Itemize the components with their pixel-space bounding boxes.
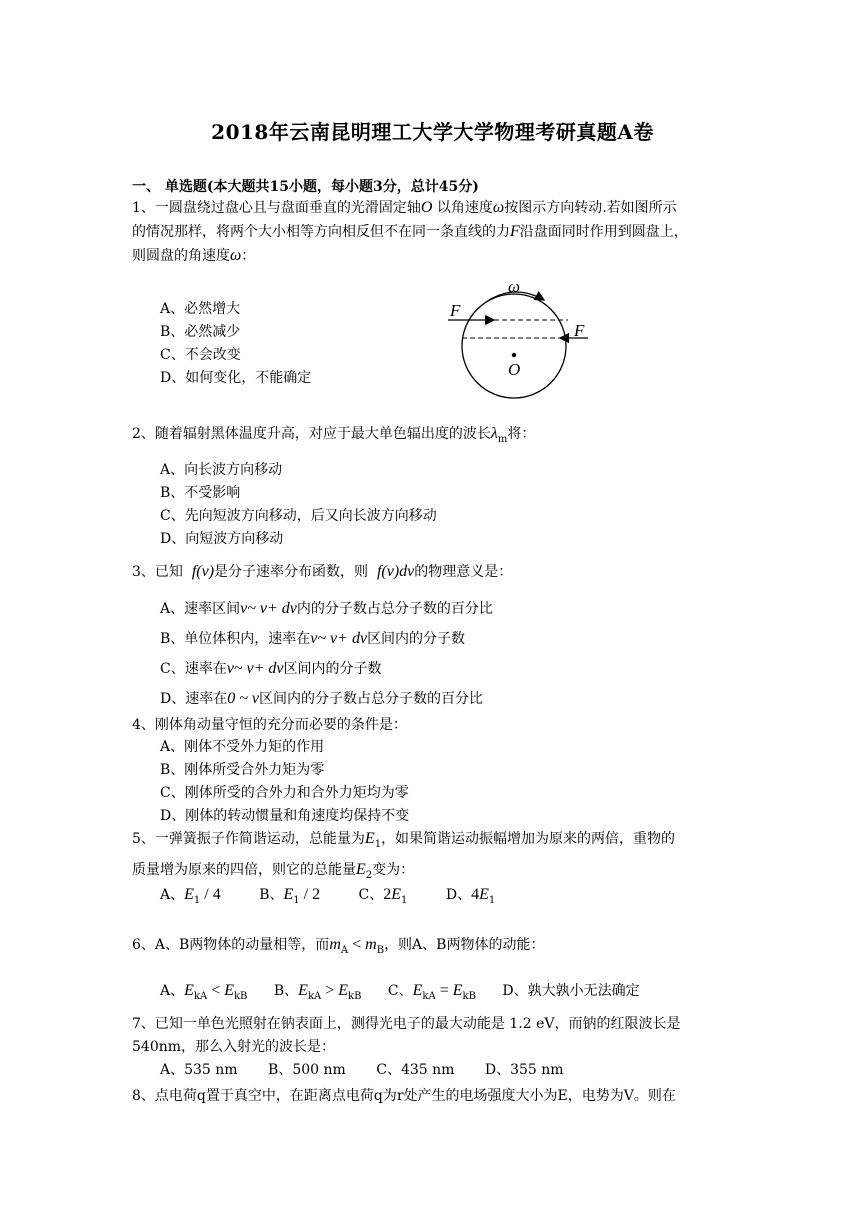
q3-text-b: 是分子速率分布函数，则 xyxy=(214,564,369,580)
q5-option-d xyxy=(446,884,495,906)
q3-opt-a-2: 内的分子数占总分子数的百分比 xyxy=(296,601,493,617)
q6-text-a: 6、A、B两物体的动量相等，而 xyxy=(132,937,330,953)
q1-option-c: C、不会改变 xyxy=(160,347,241,363)
q6-opt-b-l: E xyxy=(298,982,308,999)
q5-opt-a-tail: / 4 xyxy=(200,886,221,903)
q6-opt-c-op: = xyxy=(435,982,453,999)
q3-text-c: 的物理意义是： xyxy=(414,564,513,580)
q5-opt-b-sub: 1 xyxy=(293,894,300,906)
q1-axis: O xyxy=(420,199,433,216)
q4-option-a: A、刚体不受外力矩的作用 xyxy=(160,739,325,755)
q5-opt-d-pre: 4 xyxy=(471,886,480,903)
q7-option-c: C、435 nm xyxy=(376,1062,455,1078)
q3-option-b xyxy=(160,628,465,648)
q2-option-c: C、先向短波方向移动，后又向长波方向移动 xyxy=(160,508,437,524)
q6-opt-a-ls: kA xyxy=(193,990,208,1002)
page-title: 2018年云南昆明理工大学大学物理考研真题A卷 xyxy=(211,120,654,144)
q6-opt-b-r: E xyxy=(338,982,349,999)
q4-option-d: D、刚体的转动惯量和角速度均保持不变 xyxy=(160,808,410,824)
figure-f-right-label: F xyxy=(574,321,585,340)
center-dot xyxy=(512,353,516,357)
q5-opt-c-val: E xyxy=(391,886,402,903)
q7-option-a: A、535 nm xyxy=(160,1062,238,1078)
section-heading: 一、 单选题(本大题共15小题，每小题3分，总计45分) xyxy=(132,179,479,195)
q6-opt-c-label: C、 xyxy=(387,983,413,999)
q5-opt-a-label: A、 xyxy=(160,887,185,903)
q1-line2b: 沿盘面同时作用到圆盘上， xyxy=(519,224,688,240)
q6-option-a xyxy=(160,980,247,1002)
q6-opt-b-op: > xyxy=(321,982,339,999)
question-2-text xyxy=(132,423,535,445)
q6-opt-b-rs: kB xyxy=(348,990,362,1002)
q2-option-a: A、向长波方向移动 xyxy=(160,462,283,478)
q6-opt-c-l: E xyxy=(412,982,423,999)
figure-center-label: O xyxy=(508,360,521,379)
q6-opt-a-rs: kB xyxy=(234,990,248,1002)
q6-ma-sub: A xyxy=(340,944,349,956)
q6-opt-a-label: A、 xyxy=(160,983,185,999)
q6-option-c xyxy=(388,980,476,1002)
q3-range-a: v~ v+ dv xyxy=(240,600,297,617)
q5-option-c xyxy=(359,884,408,906)
q3-option-d xyxy=(160,688,483,708)
q4-option-b: B、刚体所受合外力矩为零 xyxy=(160,762,325,778)
question-7-line1: 7、已知一单色光照射在钠表面上，测得光电子的最大动能是 1.2 eV，而钠的红限波长是 xyxy=(132,1016,681,1032)
q6-opt-a-l: E xyxy=(184,982,194,999)
q7-options xyxy=(160,1059,598,1079)
q1-omega-2: ω xyxy=(230,247,242,264)
q3-opt-c-1: C、速率在 xyxy=(160,661,227,677)
q3-opt-d-1: D、速率在 xyxy=(160,691,228,707)
q3-range-c: v~ v+ dv xyxy=(226,660,284,677)
q6-opt-c-rs: kB xyxy=(462,990,476,1002)
q5-line1a: 5、一弹簧振子作简谐运动，总能量为 xyxy=(132,831,365,847)
q5-line2a: 质量增为原来的四倍，则它的总能量 xyxy=(132,861,356,878)
q3-fvdv: f(v)dv xyxy=(376,563,415,580)
q7-option-d: D、355 nm xyxy=(484,1062,564,1078)
q3-text-a: 3、已知 xyxy=(132,564,183,580)
q3-option-c xyxy=(160,658,381,678)
figure-omega-label: ω xyxy=(508,278,521,296)
question-4-text: 4、刚体角动量守恒的充分而必要的条件是： xyxy=(132,717,407,733)
question-3-text xyxy=(132,561,512,581)
q6-opt-c-r: E xyxy=(452,982,463,999)
q1-option-b: B、必然减少 xyxy=(160,324,241,340)
disk-circle xyxy=(462,294,566,398)
q1-option-a: A、必然增大 xyxy=(160,301,241,317)
q6-options xyxy=(160,980,674,1002)
q5-opt-c-pre: 2 xyxy=(383,886,392,903)
q2-text-b: 将： xyxy=(507,426,536,442)
q7-option-b: B、500 nm xyxy=(268,1062,346,1078)
q6-opt-a-op: < xyxy=(207,982,225,999)
question-5-text xyxy=(132,826,736,888)
q6-opt-b-label: B、 xyxy=(273,983,299,999)
q3-opt-b-1: B、单位体积内，速率在 xyxy=(160,631,311,647)
q6-option-d: D、孰大孰小无法确定 xyxy=(502,983,640,999)
q2-option-d: D、向短波方向移动 xyxy=(160,531,284,547)
q5-e2: E xyxy=(356,860,366,878)
figure-f-left-label: F xyxy=(450,301,461,320)
q5-opt-b-label: B、 xyxy=(259,887,284,903)
question-6-text xyxy=(132,934,544,956)
q6-text-b: ，则A、B两物体的动能： xyxy=(384,937,545,953)
q6-opt-c-ls: kA xyxy=(422,990,436,1002)
q5-opt-a-val: E xyxy=(184,886,194,903)
question-7-line2: 540nm，那么入射光的波长是： xyxy=(132,1039,336,1055)
q6-mb-sub: B xyxy=(376,944,385,956)
q3-opt-d-2: 区间内的分子数占总分子数的百分比 xyxy=(259,691,483,707)
q5-opt-b-tail: / 2 xyxy=(299,886,321,903)
q5-option-b xyxy=(259,884,320,906)
q5-opt-d-label: D、 xyxy=(445,887,472,903)
q2-lambda-sub: m xyxy=(497,433,508,445)
q1-line1c: 按图示方向转动.若如图所示 xyxy=(504,200,677,216)
q3-opt-a-1: A、速率区间 xyxy=(160,601,241,617)
q6-lt: < xyxy=(348,936,366,953)
question-1-text xyxy=(132,196,736,268)
q1-line1: 1、一圆盘绕过盘心且与盘面垂直的光滑固定轴 xyxy=(132,200,421,216)
q1-line3b: ： xyxy=(241,248,256,264)
q6-mb: m xyxy=(365,936,377,953)
q1-force: F xyxy=(510,223,520,240)
q5-e1-sub: 1 xyxy=(374,838,382,850)
q2-lambda: λ xyxy=(490,425,498,442)
q3-range-d: 0 ~ v xyxy=(227,690,259,707)
q3-option-a xyxy=(160,598,493,618)
q5-opt-a-sub: 1 xyxy=(193,894,201,906)
q1-option-d: D、如何变化，不能确定 xyxy=(160,370,312,386)
q5-options xyxy=(160,884,529,906)
q5-opt-d-sub: 1 xyxy=(488,894,496,906)
q5-opt-c-sub: 1 xyxy=(401,894,408,906)
q4-option-c: C、刚体所受的合外力和合外力矩均为零 xyxy=(160,785,409,801)
q5-option-a xyxy=(160,884,221,906)
q2-text-a: 2、随着辐射黑体温度升高，对应于最大单色辐出度的波长 xyxy=(132,426,491,442)
q2-option-b: B、不受影响 xyxy=(160,485,241,501)
q3-opt-b-2: 区间内的分子数 xyxy=(367,631,466,647)
q5-e1: E xyxy=(364,830,375,847)
q6-opt-a-r: E xyxy=(224,982,234,999)
q1-line1b: 以角速度 xyxy=(432,200,493,216)
q3-fv: f(v) xyxy=(191,563,215,580)
q1-line3: 则圆盘的角速度 xyxy=(132,248,230,264)
q1-line2: 的情况那样，将两个大小相等方向相反但不在同一条直线的力 xyxy=(132,224,510,240)
q1-omega: ω xyxy=(492,199,505,216)
q6-option-b xyxy=(274,980,362,1002)
rotating-disk-figure xyxy=(448,278,608,406)
q5-line2b: 变为： xyxy=(372,861,415,878)
question-8-line1: 8、点电荷q置于真空中，在距离点电荷q为r处产生的电场强度大小为E，电势为V。则在 xyxy=(132,1088,676,1104)
q5-e2-sub: 2 xyxy=(365,869,373,881)
q5-opt-b-val: E xyxy=(283,886,294,903)
q6-ma: m xyxy=(329,936,341,953)
q5-opt-c-label: C、 xyxy=(358,887,384,903)
q3-range-b: v~ v+ dv xyxy=(310,630,368,647)
q3-opt-c-2: 区间内的分子数 xyxy=(283,661,382,677)
q6-opt-b-ls: kA xyxy=(307,990,322,1002)
q5-line1b: ，如果简谐运动振幅增加为原来的两倍，重物的 xyxy=(381,831,676,847)
q5-opt-d-val: E xyxy=(479,886,489,903)
